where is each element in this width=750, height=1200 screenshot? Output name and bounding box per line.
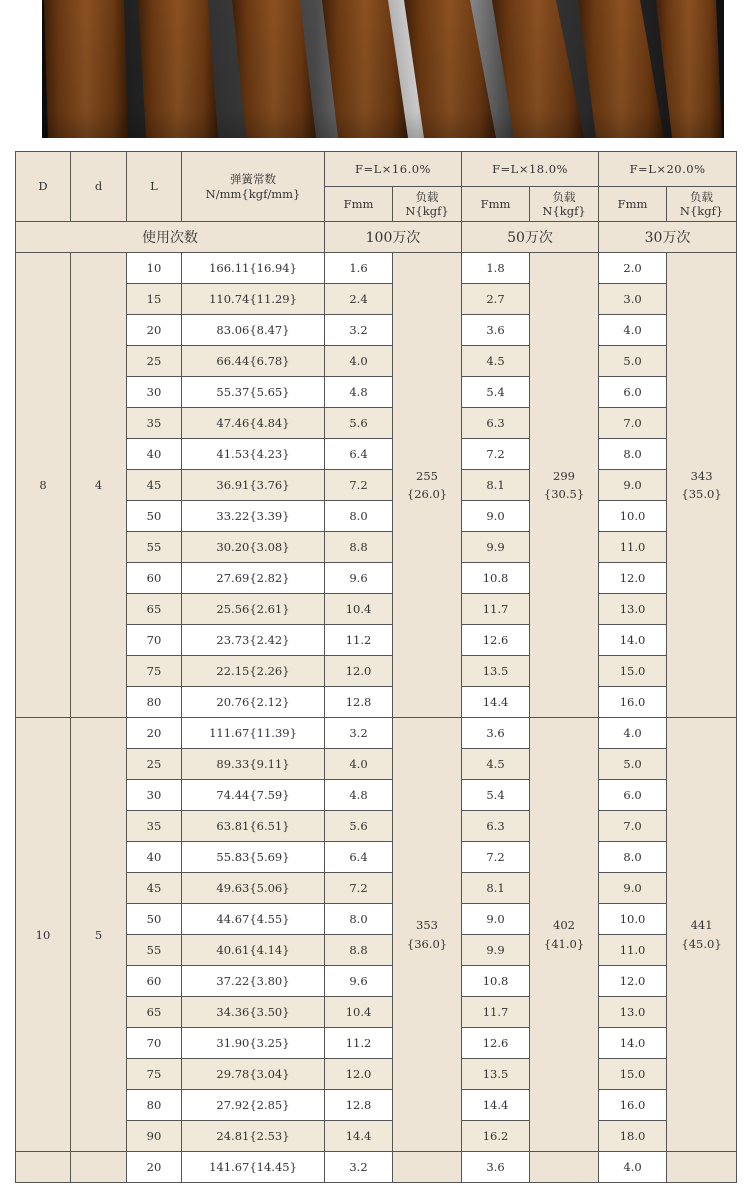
deflection-cell: 9.6 xyxy=(325,966,393,997)
col-header-d: d xyxy=(71,152,127,222)
length-cell: 20 xyxy=(127,315,182,346)
header-row-1 xyxy=(16,152,737,187)
spring-rate-cell: 74.44{7.59} xyxy=(182,780,325,811)
load-newton: 299 xyxy=(553,468,575,483)
outer-diameter-cell: 8 xyxy=(16,253,71,718)
spring-rate-cell: 23.73{2.42} xyxy=(182,625,325,656)
length-cell: 30 xyxy=(127,780,182,811)
outer-diameter-cell xyxy=(16,1152,71,1183)
load-newton: 353 xyxy=(416,918,438,933)
deflection-cell: 5.0 xyxy=(599,346,667,377)
load-kgf: {35.0} xyxy=(681,487,722,501)
deflection-cell: 7.0 xyxy=(599,811,667,842)
spring-rate-cell: 44.67{4.55} xyxy=(182,904,325,935)
deflection-cell: 7.2 xyxy=(325,470,393,501)
spring-rate-cell: 166.11{16.94} xyxy=(182,253,325,284)
length-cell: 80 xyxy=(127,687,182,718)
deflection-cell: 6.4 xyxy=(325,439,393,470)
load-header-16 xyxy=(393,187,462,222)
deflection-cell: 3.2 xyxy=(325,315,393,346)
deflection-cell: 11.0 xyxy=(599,532,667,563)
spring-rate-cell: 110.74{11.29} xyxy=(182,284,325,315)
deflection-cell: 4.5 xyxy=(462,346,530,377)
deflection-cell: 8.0 xyxy=(599,439,667,470)
deflection-cell: 12.6 xyxy=(462,1028,530,1059)
deflection-cell: 5.6 xyxy=(325,408,393,439)
load-label: 负载 xyxy=(415,189,439,204)
length-cell: 45 xyxy=(127,470,182,501)
col-header-D: D xyxy=(16,152,71,222)
length-cell: 60 xyxy=(127,563,182,594)
spring-spec-table xyxy=(15,151,737,1183)
load-label: 负载 xyxy=(552,189,576,204)
load-cell xyxy=(667,718,737,1152)
load-cell xyxy=(393,718,462,1152)
deflection-cell: 6.0 xyxy=(599,377,667,408)
deflection-cell: 4.8 xyxy=(325,780,393,811)
ratio-header-20: F=L×20.0% xyxy=(599,152,737,187)
length-cell: 20 xyxy=(127,718,182,749)
deflection-cell: 12.0 xyxy=(325,1059,393,1090)
load-kgf: {45.0} xyxy=(681,936,722,951)
table-row xyxy=(16,718,737,749)
length-cell: 50 xyxy=(127,904,182,935)
deflection-cell: 9.6 xyxy=(325,563,393,594)
deflection-cell: 12.0 xyxy=(599,563,667,594)
deflection-cell: 4.0 xyxy=(325,346,393,377)
deflection-cell: 6.4 xyxy=(325,842,393,873)
length-cell: 90 xyxy=(127,1121,182,1152)
length-cell: 40 xyxy=(127,842,182,873)
table-row xyxy=(16,1152,737,1183)
deflection-cell: 4.5 xyxy=(462,749,530,780)
deflection-cell: 2.7 xyxy=(462,284,530,315)
deflection-cell: 8.8 xyxy=(325,935,393,966)
spring-rate-cell: 89.33{9.11} xyxy=(182,749,325,780)
load-label: 负载 xyxy=(690,189,714,204)
load-newton: 441 xyxy=(690,918,713,933)
deflection-cell: 5.4 xyxy=(462,780,530,811)
spring-rate-cell: 41.53{4.23} xyxy=(182,439,325,470)
deflection-cell: 13.0 xyxy=(599,594,667,625)
deflection-cell: 2.0 xyxy=(599,253,667,284)
fmm-header-18: Fmm xyxy=(462,187,530,222)
deflection-cell: 8.0 xyxy=(325,904,393,935)
load-cell xyxy=(530,253,599,718)
spring-rate-cell: 40.61{4.14} xyxy=(182,935,325,966)
deflection-cell: 5.4 xyxy=(462,377,530,408)
deflection-cell: 3.0 xyxy=(599,284,667,315)
deflection-cell: 12.8 xyxy=(325,687,393,718)
spring-rate-unit: N/mm{kgf/mm} xyxy=(205,186,301,201)
deflection-cell: 14.4 xyxy=(325,1121,393,1152)
length-cell: 75 xyxy=(127,656,182,687)
deflection-cell: 12.8 xyxy=(325,1090,393,1121)
deflection-cell: 10.4 xyxy=(325,594,393,625)
load-header-20 xyxy=(667,187,737,222)
deflection-cell: 9.0 xyxy=(599,470,667,501)
ratio-header-16: F=L×16.0% xyxy=(325,152,462,187)
deflection-cell: 8.1 xyxy=(462,470,530,501)
deflection-cell: 10.8 xyxy=(462,966,530,997)
load-cell xyxy=(667,1152,737,1183)
col-header-L: L xyxy=(127,152,182,222)
deflection-cell: 4.0 xyxy=(325,749,393,780)
deflection-cell: 10.8 xyxy=(462,563,530,594)
length-cell: 25 xyxy=(127,346,182,377)
length-cell: 60 xyxy=(127,966,182,997)
spring-rate-cell: 29.78{3.04} xyxy=(182,1059,325,1090)
deflection-cell: 11.0 xyxy=(599,935,667,966)
deflection-cell: 4.8 xyxy=(325,377,393,408)
deflection-cell: 7.2 xyxy=(462,439,530,470)
spring-rate-cell: 47.46{4.84} xyxy=(182,408,325,439)
spring-rate-cell: 66.44{6.78} xyxy=(182,346,325,377)
length-cell: 35 xyxy=(127,811,182,842)
load-cell xyxy=(393,253,462,718)
deflection-cell: 7.0 xyxy=(599,408,667,439)
deflection-cell: 14.4 xyxy=(462,687,530,718)
load-newton: 343 xyxy=(690,468,713,483)
spring-rate-cell: 31.90{3.25} xyxy=(182,1028,325,1059)
brown-coil-spring-image xyxy=(0,0,750,138)
deflection-cell: 10.0 xyxy=(599,904,667,935)
length-cell: 30 xyxy=(127,377,182,408)
inner-diameter-cell: 4 xyxy=(71,253,127,718)
deflection-cell: 7.2 xyxy=(462,842,530,873)
spring-rate-cell: 141.67{14.45} xyxy=(182,1152,325,1183)
deflection-cell: 12.6 xyxy=(462,625,530,656)
load-cell xyxy=(530,718,599,1152)
spring-rate-cell: 24.81{2.53} xyxy=(182,1121,325,1152)
deflection-cell: 7.2 xyxy=(325,873,393,904)
outer-diameter-cell: 10 xyxy=(16,718,71,1152)
deflection-cell: 9.0 xyxy=(599,873,667,904)
spring-rate-cell: 111.67{11.39} xyxy=(182,718,325,749)
length-cell: 75 xyxy=(127,1059,182,1090)
length-cell: 55 xyxy=(127,532,182,563)
deflection-cell: 5.0 xyxy=(599,749,667,780)
length-cell: 80 xyxy=(127,1090,182,1121)
deflection-cell: 13.5 xyxy=(462,656,530,687)
deflection-cell: 16.0 xyxy=(599,687,667,718)
usage-18: 50万次 xyxy=(462,222,599,253)
load-kgf: {26.0} xyxy=(406,487,448,501)
deflection-cell: 9.0 xyxy=(462,904,530,935)
length-cell: 10 xyxy=(127,253,182,284)
deflection-cell: 16.2 xyxy=(462,1121,530,1152)
usage-row xyxy=(16,222,737,253)
load-header-18 xyxy=(530,187,599,222)
spring-rate-cell: 27.92{2.85} xyxy=(182,1090,325,1121)
load-newton: 255 xyxy=(416,468,438,483)
length-cell: 65 xyxy=(127,594,182,625)
deflection-cell: 3.6 xyxy=(462,718,530,749)
col-header-spring-rate xyxy=(182,152,325,222)
spring-rate-cell: 34.36{3.50} xyxy=(182,997,325,1028)
spring-rate-cell: 33.22{3.39} xyxy=(182,501,325,532)
length-cell: 65 xyxy=(127,997,182,1028)
deflection-cell: 3.2 xyxy=(325,1152,393,1183)
load-unit: N{kgf} xyxy=(405,204,449,218)
spring-rate-cell: 30.20{3.08} xyxy=(182,532,325,563)
spring-rate-cell: 83.06{8.47} xyxy=(182,315,325,346)
length-cell: 40 xyxy=(127,439,182,470)
load-newton: 402 xyxy=(553,918,575,933)
length-cell: 15 xyxy=(127,284,182,315)
deflection-cell: 10.4 xyxy=(325,997,393,1028)
spring-rate-cell: 49.63{5.06} xyxy=(182,873,325,904)
deflection-cell: 3.6 xyxy=(462,315,530,346)
deflection-cell: 8.0 xyxy=(599,842,667,873)
deflection-cell: 6.3 xyxy=(462,811,530,842)
spring-rate-cell: 20.76{2.12} xyxy=(182,687,325,718)
spring-rate-cell: 22.15{2.26} xyxy=(182,656,325,687)
load-cell xyxy=(667,253,737,718)
deflection-cell: 12.0 xyxy=(325,656,393,687)
spring-rate-cell: 36.91{3.76} xyxy=(182,470,325,501)
deflection-cell: 4.0 xyxy=(599,1152,667,1183)
deflection-cell: 3.2 xyxy=(325,718,393,749)
spring-rate-cell: 37.22{3.80} xyxy=(182,966,325,997)
deflection-cell: 14.0 xyxy=(599,1028,667,1059)
load-kgf: {36.0} xyxy=(406,936,448,951)
usage-20: 30万次 xyxy=(599,222,737,253)
inner-diameter-cell xyxy=(71,1152,127,1183)
deflection-cell: 9.9 xyxy=(462,532,530,563)
spring-rate-cell: 25.56{2.61} xyxy=(182,594,325,625)
load-unit: N{kgf} xyxy=(679,204,724,218)
deflection-cell: 18.0 xyxy=(599,1121,667,1152)
load-unit: N{kgf} xyxy=(542,204,586,218)
load-cell xyxy=(393,1152,462,1183)
deflection-cell: 13.0 xyxy=(599,997,667,1028)
load-kgf: {30.5} xyxy=(543,487,585,501)
deflection-cell: 11.2 xyxy=(325,1028,393,1059)
deflection-cell: 6.0 xyxy=(599,780,667,811)
inner-diameter-cell: 5 xyxy=(71,718,127,1152)
deflection-cell: 8.1 xyxy=(462,873,530,904)
deflection-cell: 5.6 xyxy=(325,811,393,842)
spring-rate-title: 弹簧常数 xyxy=(230,171,276,186)
spring-rate-cell: 55.37{5.65} xyxy=(182,377,325,408)
deflection-cell: 11.7 xyxy=(462,594,530,625)
deflection-cell: 4.0 xyxy=(599,718,667,749)
spring-rate-cell: 27.69{2.82} xyxy=(182,563,325,594)
deflection-cell: 10.0 xyxy=(599,501,667,532)
fmm-header-16: Fmm xyxy=(325,187,393,222)
fmm-header-20: Fmm xyxy=(599,187,667,222)
deflection-cell: 2.4 xyxy=(325,284,393,315)
deflection-cell: 15.0 xyxy=(599,656,667,687)
usage-16: 100万次 xyxy=(325,222,462,253)
deflection-cell: 6.3 xyxy=(462,408,530,439)
spring-rate-cell: 63.81{6.51} xyxy=(182,811,325,842)
deflection-cell: 9.9 xyxy=(462,935,530,966)
deflection-cell: 12.0 xyxy=(599,966,667,997)
length-cell: 45 xyxy=(127,873,182,904)
spring-rate-cell: 55.83{5.69} xyxy=(182,842,325,873)
deflection-cell: 1.6 xyxy=(325,253,393,284)
deflection-cell: 13.5 xyxy=(462,1059,530,1090)
deflection-cell: 4.0 xyxy=(599,315,667,346)
spring-photo xyxy=(0,0,750,138)
deflection-cell: 8.8 xyxy=(325,532,393,563)
deflection-cell: 3.6 xyxy=(462,1152,530,1183)
ratio-header-18: F=L×18.0% xyxy=(462,152,599,187)
load-kgf: {41.0} xyxy=(543,936,585,951)
table-row xyxy=(16,253,737,284)
length-cell: 35 xyxy=(127,408,182,439)
length-cell: 70 xyxy=(127,1028,182,1059)
length-cell: 50 xyxy=(127,501,182,532)
deflection-cell: 11.7 xyxy=(462,997,530,1028)
deflection-cell: 15.0 xyxy=(599,1059,667,1090)
deflection-cell: 9.0 xyxy=(462,501,530,532)
load-cell xyxy=(530,1152,599,1183)
deflection-cell: 14.0 xyxy=(599,625,667,656)
length-cell: 70 xyxy=(127,625,182,656)
deflection-cell: 11.2 xyxy=(325,625,393,656)
deflection-cell: 1.8 xyxy=(462,253,530,284)
length-cell: 20 xyxy=(127,1152,182,1183)
deflection-cell: 16.0 xyxy=(599,1090,667,1121)
usage-label: 使用次数 xyxy=(16,222,325,253)
length-cell: 55 xyxy=(127,935,182,966)
deflection-cell: 8.0 xyxy=(325,501,393,532)
length-cell: 25 xyxy=(127,749,182,780)
deflection-cell: 14.4 xyxy=(462,1090,530,1121)
